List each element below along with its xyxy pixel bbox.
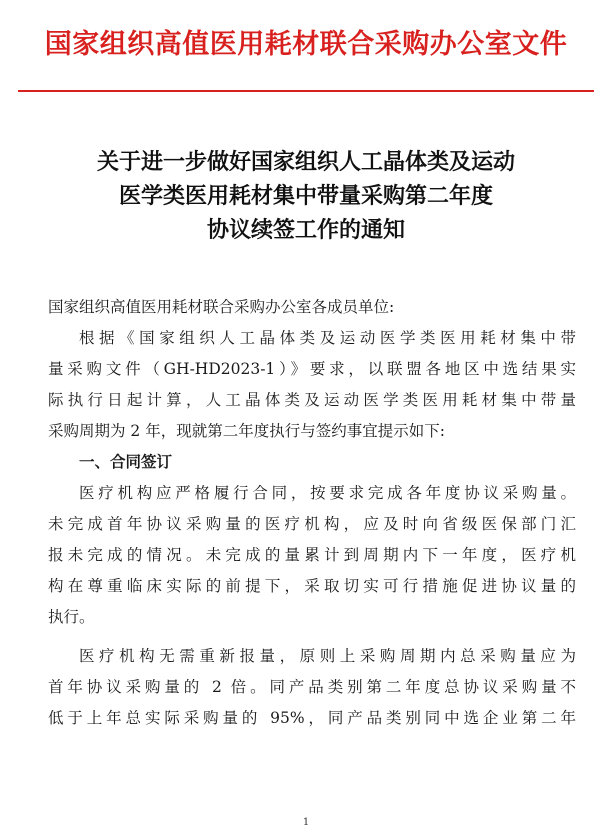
title-line: 协议续签工作的通知 [206,217,405,243]
title-line: 医学类医用耗材集中带量采购第二年度 [118,183,493,209]
header-red-rule [18,90,594,92]
salutation: 国家组织高值医用耗材联合采购办公室各成员单位: [48,298,395,316]
paragraph-line: 构在尊重临床实际的前提下，采取切实可行措施促进协议量的 [48,577,576,595]
paragraph-line: 未完成首年协议采购量的医疗机构，应及时向省级医保部门汇 [48,515,576,533]
paragraph-2 [48,478,576,633]
section-heading-contract: 一、合同签订 [79,453,173,471]
notice-title [0,145,612,247]
paragraph-line: 量采购文件（GH-HD2023-1）》要求，以联盟各地区中选结果实 [48,360,576,378]
page-number: 1 [302,817,310,828]
paragraph-line: 采购周期为 2 年，现就第二年度执行与签约事宜提示如下: [48,422,445,440]
paragraph-line: 根据《国家组织人工晶体类及运动医学类医用耗材集中带 [79,329,576,347]
paragraph-3 [48,641,576,734]
paragraph-line: 医疗机构无需重新报量，原则上采购周期内总采购量应为 [79,647,576,665]
document-header: 国家组织高值医用耗材联合采购办公室文件 [44,29,568,60]
paragraph-line: 执行。 [48,608,95,626]
paragraph-line: 报未完成的情况。未完成的量累计到周期内下一年度，医疗机 [48,546,576,564]
title-line: 关于进一步做好国家组织人工晶体类及运动 [96,149,515,175]
document-body [48,292,576,734]
paragraph-1 [48,323,576,447]
paragraph-gap [48,633,576,641]
paragraph-line: 医疗机构应严格履行合同，按要求完成各年度协议采购量。 [79,484,576,502]
paragraph-line: 低于上年总实际采购量的 95%，同产品类别同中选企业第二年 [48,709,576,727]
paragraph-line: 际执行日起计算，人工晶体类及运动医学类医用耗材集中带量 [48,391,576,409]
paragraph-line: 首年协议采购量的 2 倍。同产品类别第二年度总协议采购量不 [48,678,576,696]
